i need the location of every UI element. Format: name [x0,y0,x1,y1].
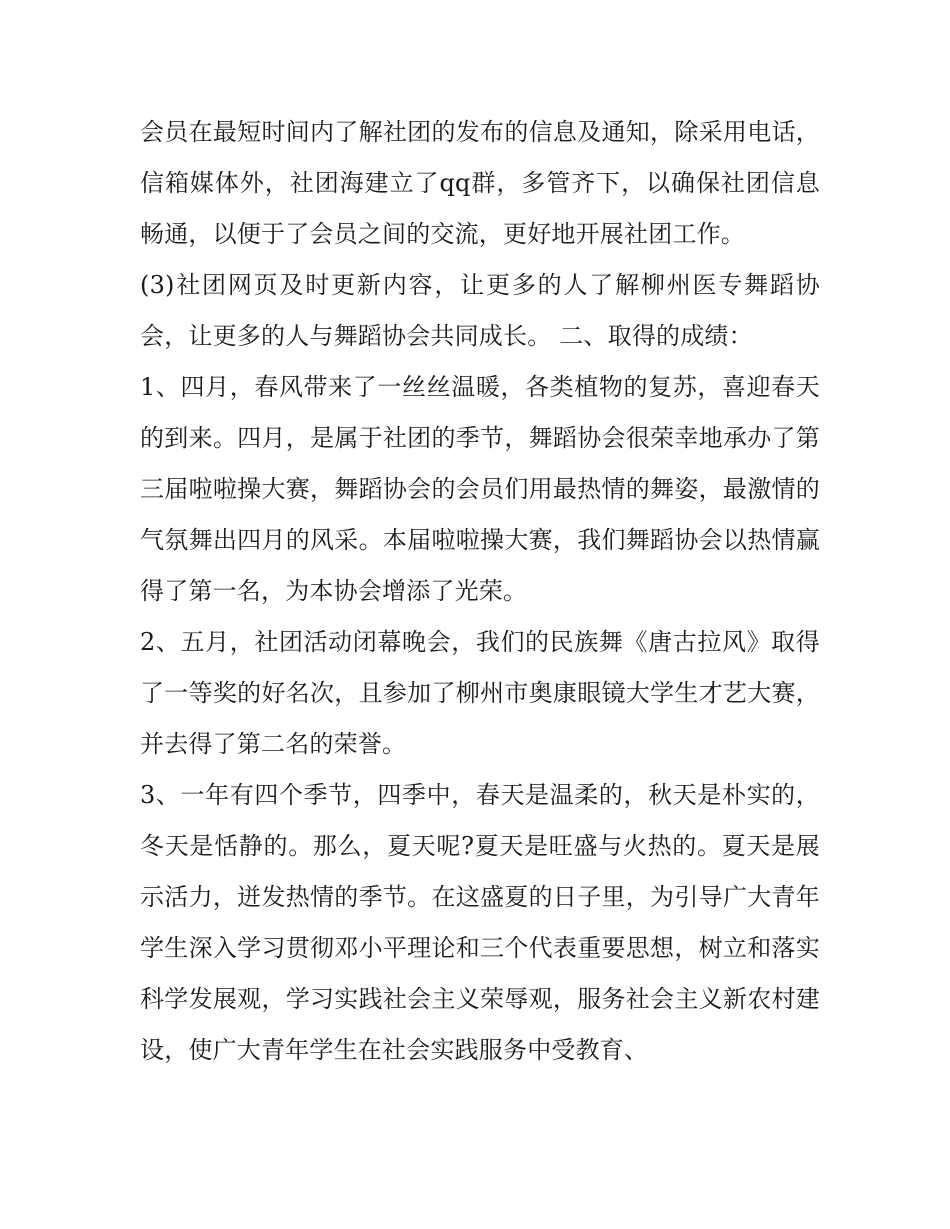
paragraph-notification: 会员在最短时间内了解社团的发布的信息及通知，除采用电话，信箱媒体外，社团海建立了qq群，多管齐下，以确保社团信息畅通，以便于了会员之间的交流，更好地开展社团工作。 [140,118,820,248]
paragraph-achievement-may: 2、五月，社团活动闭幕晚会，我们的民族舞《唐古拉风》取得了一等奖的好名次，且参加了柳州市奥康眼镜大学生才艺大赛，并去得了第二名的荣誉。 [140,628,820,758]
paragraph-webpage-update: (3)社团网页及时更新内容，让更多的人了解柳州医专舞蹈协会，让更多的人与舞蹈协会共同成长。 二、取得的成绩： [140,271,820,350]
document-body [140,107,820,1076]
paragraph-achievement-summer: 3、一年有四个季节，四季中，春天是温柔的，秋天是朴实的，冬天是恬静的。那么，夏天呢?夏天是旺盛与火热的。夏天是展示活力，迸发热情的季节。在这盛夏的日子里，为引导广大青年学生深入学习贯彻邓小平理论和三个代表重要思想，树立和落实科学发展观，学习实践社会主义荣辱观，服务社会主义新农村建设，使广大青年学生在社会实践服务中受教育、 [140,781,820,1064]
paragraph-achievement-april: 1、四月，春风带来了一丝丝温暖，各类植物的复苏，喜迎春天的到来。四月，是属于社团的季节，舞蹈协会很荣幸地承办了第三届啦啦操大赛，舞蹈协会的会员们用最热情的舞姿，最激情的气氛舞出四月的风采。本届啦啦操大赛，我们舞蹈协会以热情赢得了第一名，为本协会增添了光荣。 [140,373,820,605]
